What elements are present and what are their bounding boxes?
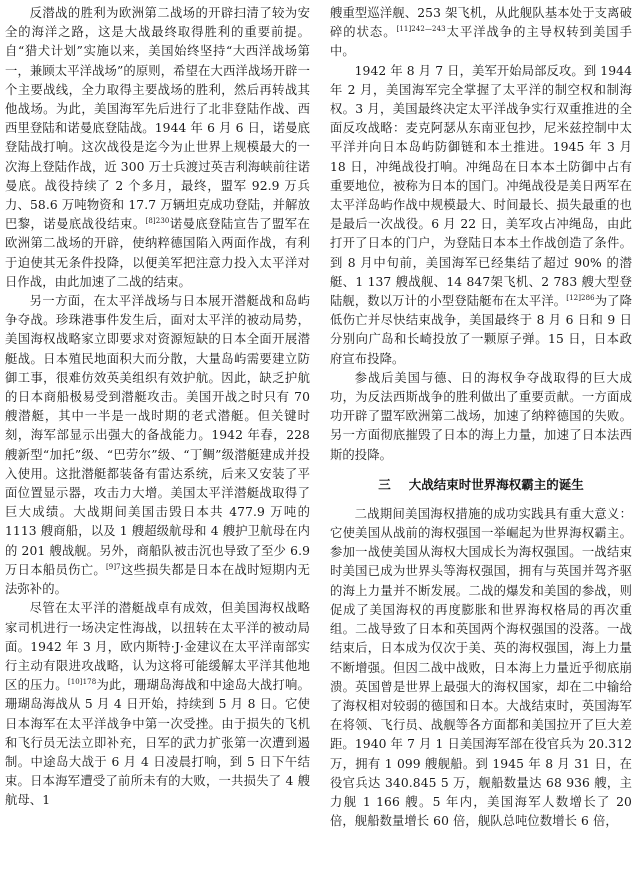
section-title: 大战结束时世界海权霸主的诞生 (408, 476, 584, 492)
paragraph-contribution (330, 369, 632, 465)
paragraph-text: 这些损失都是日本在战时短期内无法弥补的。 (5, 562, 310, 597)
paragraph-text: 诺曼底登陆宣告了盟军在欧洲第二战场的开辟，使纳粹德国陷入两面作战，有利于迫使其无条件投降，以便美军把注意力投入太平洋对日作战，由此加速了二战的结束。 (5, 217, 310, 289)
paragraph-text: 参战后美国与德、日的海权争夺战取得的巨大成功，为反法西斯战争的胜利做出了重要贡献。一方面成功开辟了盟军欧洲第二战场，加速了纳粹德国的失败。另一方面彻底摧毁了日本的海上力量，加速了日本法西斯的投降。 (330, 370, 632, 462)
paragraph-text: 1942 年 8 月 7 日，美军开始局部反攻。到 1944 年 2 月，美国海军完全掌握了太平洋的制空权和制海权。3 月，美国最终决定太平洋战争实行双重推进的全面反攻战略：麦克阿瑟从东南亚包抄，尼米兹控制中太平洋并向日本岛屿防御链和本土推进。1945 年 3 月 18 日，冲绳战役打响。冲绳岛在日本本土防御中占有重要地位，被称为日本的国门。冲绳战役是美日两军在太平洋岛屿作战中规模最大、时间最长、损失最重的也是最后一次战役。6 月 22 日，美军攻占冲绳岛，由此打开了日本的门户，为登陆日本本土作战创造了条件。到 8 月中旬前，美国海军已经集结了超过 90% 的潜艇、1 137 艘战舰、14 847架飞机、2 783 艘大型登陆舰，数以万计的小型登陆艇布在太平洋。 (330, 63, 632, 309)
paragraph-text: 太平洋战争的主导权转到美国手中。 (330, 25, 632, 59)
citation-ref: [8]230 (145, 217, 170, 226)
citation-ref: [11]242—243 (396, 25, 446, 34)
paragraph-text: 尽管在太平洋的潜艇战卓有成效，但美国海权战略家司机进行一场决定性海战，以扭转在太平洋的被动局面。1942 年 3 月，欧内斯特·J·金建议在太平洋南部实行主动有限进攻战略，认为这将可能缓解太平洋其他地区的压力。 (5, 601, 310, 693)
paragraph-text: 艘重型巡洋舰、253 架飞机，从此舰队基本处于支离破碎的状态。 (330, 6, 632, 40)
citation-ref: [12]286 (566, 293, 595, 302)
paragraph-continued (330, 4, 632, 62)
paragraph-sea-power-hegemon (330, 505, 632, 831)
paragraph-decisive-battle (5, 599, 310, 810)
paragraph-text: 为此，珊瑚岛海战和中途岛大战打响。珊瑚岛海战从 5 月 4 日开始，持续到 5 月 8 日。它使日本海军在太平洋战争中第一次受挫。由于损失的飞机和飞行员无法立即补充，日军的武力扩张第一次遭到遏制。中途岛大战于 6 月 4 日凌晨打响，到 5 日下午结束。日本海军遭受了前所未有的大败，一共损失了 4 艘航母、1 (5, 678, 310, 808)
paragraph-anti-submarine-victory (5, 4, 310, 292)
citation-ref: [9]7 (105, 562, 121, 571)
section-heading (330, 475, 632, 495)
paragraph-pacific-submarine-war (5, 292, 310, 599)
paragraph-text: 为了降低伤亡并尽快结束战争，美国最终于 8 月 6 日和 9 日分别向广岛和长崎投放了一颗原子弹。15 日，日本政府宣布投降。 (330, 294, 632, 366)
left-column (5, 4, 310, 870)
paragraph-text: 另一方面，在太平洋战场与日本展开潜艇战和岛屿争夺战。珍珠港事件发生后，面对太平洋的被动局势，美国海权战略家立即要求对资源短缺的日本全面开展潜艇战。日本殖民地面积大而分散，大量岛屿需要建立防御工事，很难仿效英美组织有效护航。因此，缺乏护航的日本商船极易受到潜艇攻击。美国开战之时只有 70 艘潜艇，其中一半是一战时期的老式潜艇。但关键时刻，海军部显示出强大的备战能力。1942 年春，228 艘新型“加托”级、“巴劳尔”级、“丁鲷”级潜艇建成并投入使用。这批潜艇都装备有雷达系统，后来又安装了平面位置显示器，攻击力大增。美国太平洋潜艇战取得了巨大成绩。大战期间美国击毁日本共 477.9 万吨的 1113 艘商船，以及 1 艘超级航母和 4 艘护卫航母在内的 201 艘战舰。另外，商船队被击沉也导致了至少 6.9 万日本船员伤亡。 (5, 294, 310, 577)
paragraph-text: 反潜战的胜利为欧洲第二战场的开辟扫清了较为安全的海洋之路，这是大战最终取得胜利的重要前提。自“猎犬计划”实施以来，美国始终坚持“大西洋战场第一，兼顾太平洋战场”的原则，希望在大西洋战场开辟一个主要战线，全力取得主要战场的胜利，然后再转战其他战场。为此，美国海军先后进行了北非登陆作战、西西里登陆和诺曼底登陆战。1944 年 6 月 6 日，诺曼底登陆战打响。这次战役是迄今为止世界上规模最大的一次海上登陆作战，近 300 万士兵渡过英吉利海峡前往诺曼底。战役持续了 2 个多月，最终，盟军 92.9 万兵力、58.6 万吨物资和 17.7 万辆坦克成功登陆，并解放巴黎，诺曼底战役结束。 (5, 6, 310, 232)
section-number: 三 (378, 476, 391, 492)
citation-ref: [10]178 (67, 678, 97, 687)
right-column (330, 4, 632, 870)
paragraph-counteroffensive (330, 62, 632, 369)
paragraph-text: 二战期间美国海权措施的成功实践具有重大意义：它使美国从战前的海权强国一举崛起为世界海权霸主。参加一战使美国从海权大国成长为海权强国。一战结束时美国已成为世界头等海权强国，拥有与英国并驾齐驱的海上力量并不断发展。二战的爆发和美国的参战，则促成了美国海权的再度膨胀和世界海权格局的再次重组。二战导致了日本和英国两个海权强国的没落。一战结束后，日本成为仅次于美、英的海权强国，海上力量不断增强。但因二战中战败，日本海上力量近乎彻底崩溃。英国曾是世界上最强大的海权国家，却在二中输给了海权相对较弱的德国和日本。大战结束时，英国海军在将领、飞行员、战舰等各方面都和美国拉开了巨大差距。1940 年 7 月 1 日美国海军部在役官兵为 20.312 万，拥有 1 099 艘舰船。到 1945 年 8 月 31 日，在役官兵达 340.845 5 万，舰船数量达 68 936 艘，主力舰 1 166 艘。5 年内，美国海军人数增长了 20 倍，舰船数量增长 60 倍，舰队总吨位数增长 6 倍， (330, 506, 632, 829)
